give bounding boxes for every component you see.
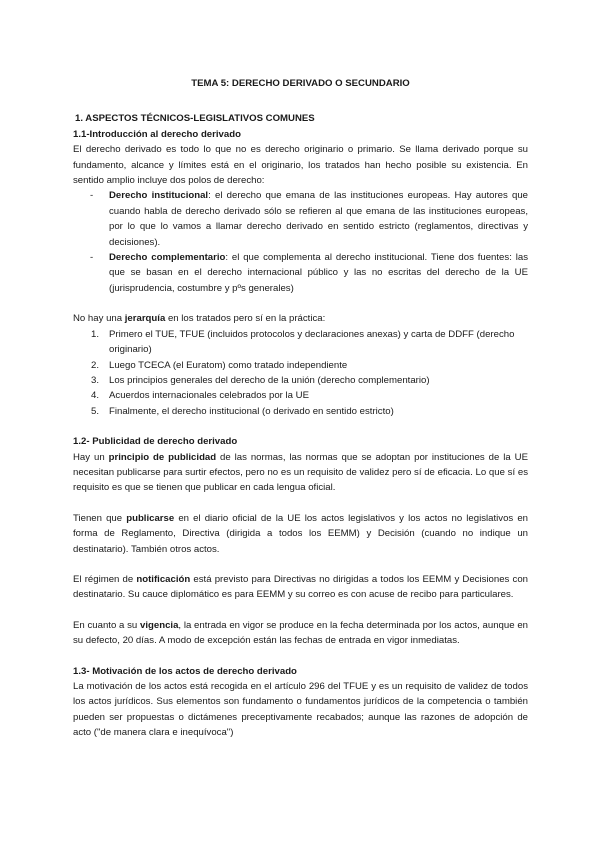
list-item bbox=[73, 327, 528, 358]
p1-post: de las normas, las normas que se adoptan por instituciones de la UE necesitan publicarse para surtir efectos, pero no es un requisito de validez pero sí de eficacia. Lo que sí es requisito es que se tienen que publicar en cada lengua oficial. bbox=[73, 451, 528, 494]
intro-paragraph: El derecho derivado es todo lo que no es derecho originario o primario. Se llama derivado porque su fundamento, alcance y límites está en el originario, los tratados han hecho posible su existencia. En sentido amplio incluye dos polos de derecho: bbox=[73, 144, 528, 187]
list-item bbox=[73, 404, 528, 419]
text-institucional: : el derecho que emana de las instituciones europeas. Hay autores que cuando habla de derecho derivado sólo se refieren al que emana de las instituciones europeas, por lo que lo vamos a llamar derecho derivado en sentido estricto (reglamentos, directivas y decisiones). bbox=[109, 190, 528, 248]
hierarchy-list bbox=[73, 327, 528, 419]
motivacion-paragraph: La motivación de los actos está recogida en el artículo 296 del TFUE y es un requisito de validez de todos los actos jurídicos. Sus elementos son fundamento o fundamentos jurídicos de la competencia o también pueden ser propuestas o dictámenes preceptivamente recabados; aunque las razones de adopción de acto ("de manera clara e inequívoca") bbox=[73, 681, 528, 739]
text-complementario: : el que complementa al derecho institucional. Tiene dos fuentes: las que se basan en el derecho internacional público y las no escritas del derecho de la UE (jurisprudencia, costumbre y pºs generales) bbox=[109, 252, 528, 294]
p4-post: , la entrada en vigor se produce en la fecha determinada por los actos, aunque en su defecto, 20 días. A modo de excepción están las fechas de entrada en vigor inmediatas. bbox=[73, 619, 528, 647]
p3-pre: El régimen de bbox=[73, 573, 137, 585]
item-number: 4. bbox=[91, 390, 100, 402]
dash-bullet: - bbox=[90, 252, 94, 264]
list-item bbox=[73, 373, 528, 388]
publicarse-paragraph bbox=[73, 511, 528, 557]
p4-term: vigencia bbox=[140, 619, 179, 631]
p2-pre: Tienen que bbox=[73, 512, 127, 524]
subsection-heading-1-3: 1.3- Motivación de los actos de derecho derivado bbox=[73, 665, 297, 677]
p4-pre: En cuanto a su bbox=[73, 619, 141, 631]
list-item bbox=[73, 388, 528, 403]
item-text: Los principios generales del derecho de la unión (derecho complementario) bbox=[109, 374, 430, 386]
term-complementario: Derecho complementario bbox=[109, 252, 226, 264]
p1-term: principio de publicidad bbox=[108, 451, 217, 463]
item-text: Finalmente, el derecho institucional (o derivado en sentido estricto) bbox=[109, 405, 394, 417]
hierarchy-pre: No hay una bbox=[73, 313, 125, 325]
hierarchy-post: en los tratados pero sí en la práctica: bbox=[165, 313, 326, 325]
hierarchy-paragraph bbox=[73, 311, 528, 326]
subsection-heading-1-2: 1.2- Publicidad de derecho derivado bbox=[73, 436, 238, 448]
item-text: Luego TCECA (el Euratom) como tratado independiente bbox=[109, 359, 348, 371]
section-heading-1: 1. ASPECTOS TÉCNICOS-LEGISLATIVOS COMUNES bbox=[75, 113, 315, 125]
p3-post: está previsto para Directivas no dirigidas a todos los EEMM y Decisiones con destinatario. Su cauce diplomático es para EEMM y su correo es con acuse de recibo para particulares. bbox=[73, 573, 528, 601]
p2-term: publicarse bbox=[126, 512, 175, 524]
item-text: Primero el TUE, TFUE (incluidos protocolos y declaraciones anexas) y carta de DDFF (derecho originario) bbox=[109, 328, 515, 356]
item-number: 2. bbox=[91, 359, 100, 371]
derecho-types-list bbox=[73, 188, 528, 296]
item-number: 1. bbox=[91, 328, 100, 340]
subsection-heading-1-1: 1.1-Introducción al derecho derivado bbox=[73, 128, 241, 140]
list-item bbox=[73, 358, 528, 373]
item-number: 5. bbox=[91, 405, 100, 417]
notificacion-paragraph bbox=[73, 572, 528, 603]
item-number: 3. bbox=[91, 374, 100, 386]
p1-pre: Hay un bbox=[73, 451, 109, 463]
list-item-institucional bbox=[73, 188, 528, 250]
hierarchy-term: jerarquía bbox=[124, 313, 166, 325]
publicidad-paragraph bbox=[73, 450, 528, 496]
term-institucional: Derecho institucional bbox=[109, 190, 209, 202]
list-item-complementario bbox=[73, 250, 528, 296]
document-title: TEMA 5: DERECHO DERIVADO O SECUNDARIO bbox=[191, 78, 410, 89]
dash-bullet: - bbox=[90, 190, 94, 202]
p2-post: en el diario oficial de la UE los actos legislativos y los actos no legislativos en forma de Reglamento, Directiva (dirigida a todos los EEMM) y Decisión (cuando no indique un destinatario). También otros actos. bbox=[73, 512, 528, 555]
item-text: Acuerdos internacionales celebrados por la UE bbox=[109, 390, 309, 402]
p3-term: notificación bbox=[136, 573, 191, 585]
vigencia-paragraph bbox=[73, 618, 528, 649]
